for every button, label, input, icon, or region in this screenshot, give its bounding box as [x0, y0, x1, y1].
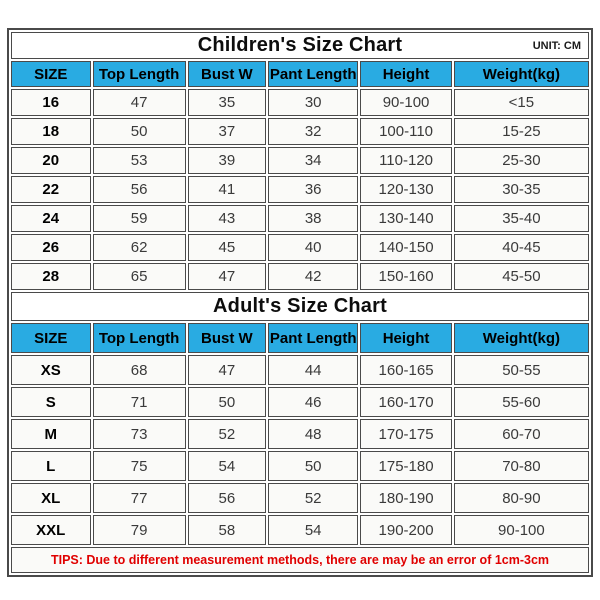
value-cell: 43 [188, 205, 266, 232]
tips-section [11, 547, 589, 573]
value-cell: 36 [268, 176, 358, 203]
children-size-row [11, 89, 589, 116]
value-cell: 80-90 [454, 483, 589, 513]
value-cell: 50 [93, 118, 186, 145]
children-size-row [11, 176, 589, 203]
value-cell: 25-30 [454, 147, 589, 174]
size-cell: 26 [11, 234, 91, 261]
adult-header-height: Height [360, 323, 451, 353]
value-cell: 160-165 [360, 355, 451, 385]
value-cell: 37 [188, 118, 266, 145]
value-cell: 54 [188, 451, 266, 481]
value-cell: 39 [188, 147, 266, 174]
size-cell: 20 [11, 147, 91, 174]
unit-label: UNIT: CM [532, 39, 581, 52]
value-cell: 190-200 [360, 515, 451, 545]
value-cell: 35-40 [454, 205, 589, 232]
value-cell: 46 [268, 387, 358, 417]
children-title-row [11, 32, 589, 59]
value-cell: 130-140 [360, 205, 451, 232]
value-cell: 47 [188, 263, 266, 290]
adult-header-pant-length: Pant Length [268, 323, 358, 353]
value-cell: 180-190 [360, 483, 451, 513]
value-cell: 73 [93, 419, 186, 449]
children-size-row [11, 118, 589, 145]
value-cell: 35 [188, 89, 266, 116]
value-cell: 59 [93, 205, 186, 232]
value-cell: 55-60 [454, 387, 589, 417]
size-cell: 24 [11, 205, 91, 232]
value-cell: 40-45 [454, 234, 589, 261]
adult-header-size: SIZE [11, 323, 91, 353]
adult-size-row [11, 355, 589, 385]
value-cell: 60-70 [454, 419, 589, 449]
value-cell: 100-110 [360, 118, 451, 145]
adult-header-top-length: Top Length [93, 323, 186, 353]
children-size-row [11, 147, 589, 174]
size-cell: 18 [11, 118, 91, 145]
value-cell: 110-120 [360, 147, 451, 174]
value-cell: 38 [268, 205, 358, 232]
value-cell: 70-80 [454, 451, 589, 481]
tips-text: TIPS: Due to different measurement methods, there are may be an error of 1cm-3cm [11, 547, 589, 573]
value-cell: 175-180 [360, 451, 451, 481]
tips-row [11, 547, 589, 573]
value-cell: 77 [93, 483, 186, 513]
value-cell: 53 [93, 147, 186, 174]
size-cell: M [11, 419, 91, 449]
value-cell: 40 [268, 234, 358, 261]
value-cell: 56 [188, 483, 266, 513]
value-cell: 90-100 [360, 89, 451, 116]
size-cell: L [11, 451, 91, 481]
adult-size-row [11, 387, 589, 417]
children-header-size: SIZE [11, 61, 91, 87]
value-cell: 54 [268, 515, 358, 545]
value-cell: 68 [93, 355, 186, 385]
value-cell: 52 [268, 483, 358, 513]
size-cell: XXL [11, 515, 91, 545]
size-cell: XS [11, 355, 91, 385]
value-cell: 71 [93, 387, 186, 417]
value-cell: 75 [93, 451, 186, 481]
value-cell: 32 [268, 118, 358, 145]
value-cell: 15-25 [454, 118, 589, 145]
value-cell: 47 [93, 89, 186, 116]
children-header-bust-w: Bust W [188, 61, 266, 87]
value-cell: 62 [93, 234, 186, 261]
size-chart-table [7, 28, 593, 577]
value-cell: 120-130 [360, 176, 451, 203]
value-cell: 65 [93, 263, 186, 290]
children-rows [11, 89, 589, 290]
adult-size-row [11, 419, 589, 449]
children-header-height: Height [360, 61, 451, 87]
value-cell: 50 [188, 387, 266, 417]
value-cell: 140-150 [360, 234, 451, 261]
value-cell: 44 [268, 355, 358, 385]
adult-size-row [11, 451, 589, 481]
value-cell: 45 [188, 234, 266, 261]
adult-chart-title: Adult's Size Chart [213, 295, 387, 317]
value-cell: 52 [188, 419, 266, 449]
adult-title-row [11, 292, 589, 321]
adult-header-bust-w: Bust W [188, 323, 266, 353]
children-size-row [11, 234, 589, 261]
value-cell: 50 [268, 451, 358, 481]
value-cell: 47 [188, 355, 266, 385]
children-section-head [11, 32, 589, 87]
value-cell: 160-170 [360, 387, 451, 417]
adult-header-weight: Weight(kg) [454, 323, 589, 353]
size-cell: 28 [11, 263, 91, 290]
value-cell: 30 [268, 89, 358, 116]
children-header-top-length: Top Length [93, 61, 186, 87]
value-cell: 150-160 [360, 263, 451, 290]
children-title-cell [11, 32, 589, 59]
value-cell: 48 [268, 419, 358, 449]
size-chart-container [7, 28, 593, 577]
value-cell: 41 [188, 176, 266, 203]
value-cell: 56 [93, 176, 186, 203]
adult-size-row [11, 483, 589, 513]
value-cell: 45-50 [454, 263, 589, 290]
size-cell: 16 [11, 89, 91, 116]
adult-header-row [11, 323, 589, 353]
value-cell: <15 [454, 89, 589, 116]
adult-rows [11, 355, 589, 545]
children-header-pant-length: Pant Length [268, 61, 358, 87]
value-cell: 30-35 [454, 176, 589, 203]
size-cell: XL [11, 483, 91, 513]
value-cell: 90-100 [454, 515, 589, 545]
adult-title-cell [11, 292, 589, 321]
value-cell: 50-55 [454, 355, 589, 385]
adult-section-head [11, 292, 589, 353]
children-header-row [11, 61, 589, 87]
adult-size-row [11, 515, 589, 545]
children-size-row [11, 263, 589, 290]
children-size-row [11, 205, 589, 232]
size-cell: 22 [11, 176, 91, 203]
children-chart-title: Children's Size Chart [197, 34, 403, 56]
value-cell: 79 [93, 515, 186, 545]
value-cell: 170-175 [360, 419, 451, 449]
children-header-weight: Weight(kg) [454, 61, 589, 87]
value-cell: 58 [188, 515, 266, 545]
value-cell: 42 [268, 263, 358, 290]
size-cell: S [11, 387, 91, 417]
value-cell: 34 [268, 147, 358, 174]
